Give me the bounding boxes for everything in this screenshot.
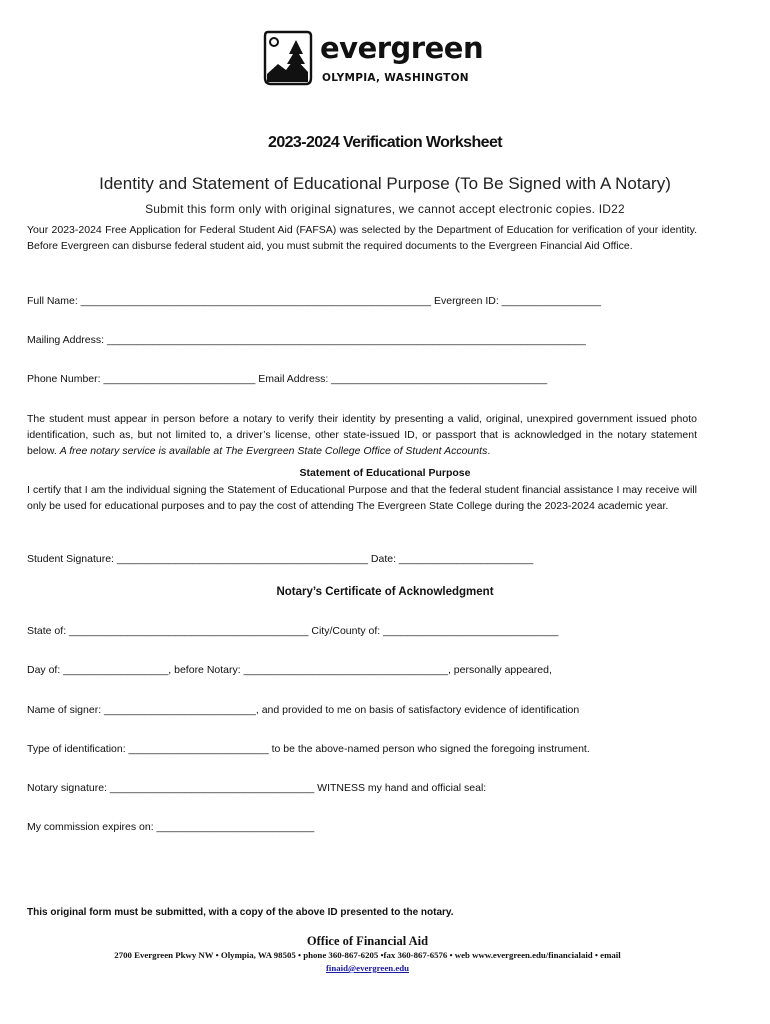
office-email-link[interactable]: finaid@evergreen.edu (325, 963, 410, 973)
office-name: Office of Financial Aid (306, 934, 429, 948)
notary-instructions (27, 411, 697, 459)
signer-name-field[interactable]: Name of signer: __________________________, and provided to me on basis of satisfactory evidence of identification (27, 704, 580, 716)
submission-note: This original form must be submitted, with a copy of the above ID presented to the notary. (27, 907, 454, 918)
statement-heading: Statement of Educational Purpose (299, 467, 471, 479)
notary-instructions-text: The student must appear in person before a notary to verify their identity by presenting a valid, original, unexpired government issued photo identification, such as, but not limited to, a driver’s license, other state-issued ID, or passport that is acknowledged in the notary statement below. (27, 413, 697, 457)
page-title: 2023-2024 Verification Worksheet (268, 134, 502, 151)
state-city-field[interactable]: State of: _________________________________________ City/County of: ______________________________ (27, 625, 559, 637)
notary-heading: Notary’s Certificate of Acknowledgment (276, 586, 494, 598)
mailing-address-field[interactable]: Mailing Address: __________________________________________________________________________________ (27, 334, 586, 346)
notary-instructions-end: . (487, 445, 491, 457)
phone-email-field[interactable]: Phone Number: __________________________ Email Address: _____________________________________ (27, 373, 548, 385)
student-signature-field[interactable]: Student Signature: ___________________________________________ Date: _______________________ (27, 553, 534, 565)
full-name-field[interactable]: Full Name: ____________________________________________________________ Evergreen ID: _________________ (27, 295, 601, 307)
logo-location: OLYMPIA, WASHINGTON (322, 72, 469, 84)
evergreen-logo (262, 28, 492, 90)
evergreen-tree-icon (262, 28, 314, 88)
commission-expiry-field[interactable]: My commission expires on: ___________________________ (27, 821, 315, 833)
logo-wordmark: evergreen (320, 31, 484, 65)
intro-paragraph: Your 2023-2024 Free Application for Federal Student Aid (FAFSA) was selected by the Department of Education for verification of your identity. Before Evergreen can disburse federal student aid, you must submit the required documents to the Evergreen Financial Aid Office. (27, 224, 697, 252)
day-notary-field[interactable]: Day of: __________________, before Notary: ___________________________________, personally appeared, (27, 664, 552, 676)
notary-signature-field[interactable]: Notary signature: ___________________________________ WITNESS my hand and official seal: (27, 782, 487, 794)
office-address: 2700 Evergreen Pkwy NW • Olympia, WA 98505 • phone 360-867-6205 •fax 360-867-6576 • web www.evergreen.edu/financialaid • email (114, 950, 621, 960)
signature-notice: Submit this form only with original signatures, we cannot accept electronic copies. ID22 (145, 202, 625, 216)
statement-paragraph: I certify that I am the individual signing the Statement of Educational Purpose and that the federal student financial assistance I may receive will only be used for educational purposes and to pay the cost of attending The Evergreen State College during the 2023-2024 academic year. (27, 484, 697, 512)
free-notary-note: A free notary service is available at The Evergreen State College Office of Student Accounts (59, 445, 488, 457)
page-subtitle: Identity and Statement of Educational Purpose (To Be Signed with A Notary) (99, 174, 671, 193)
identification-type-field[interactable]: Type of identification: ________________________ to be the above-named person who signed the foregoing instrument. (27, 743, 590, 755)
